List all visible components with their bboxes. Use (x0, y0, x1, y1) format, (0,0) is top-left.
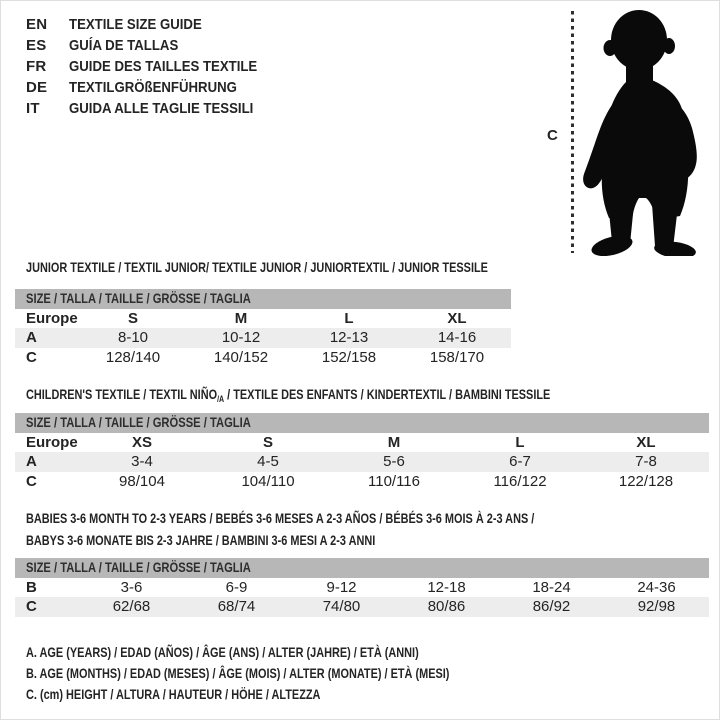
value-cell: 74/80 (322, 598, 361, 615)
size-cell: M (387, 433, 401, 451)
lang-title: TEXTILGRÖßENFÜHRUNG (69, 79, 237, 96)
lang-code: IT (26, 100, 40, 117)
value-cell: 24-36 (637, 578, 676, 596)
value-cell: 152/158 (321, 348, 377, 366)
value-cell: 140/152 (213, 348, 269, 366)
size-header-label: SIZE / TALLA / TAILLE / GRÖSSE / TAGLIA (26, 559, 251, 575)
babies-size-table (15, 558, 709, 617)
lang-title: TEXTILE SIZE GUIDE (69, 16, 202, 33)
row-label: Europe (26, 433, 78, 451)
lang-row-de (26, 77, 283, 98)
measure-legend (26, 642, 569, 705)
legend-text: B. AGE (MONTHS) / EDAD (MESES) / ÂGE (MOIS) / ALTER (MONATE) / ETÀ (MESI) (26, 665, 450, 681)
section-title-text (26, 383, 550, 410)
height-measure-label: C (547, 127, 558, 144)
size-cell: S (262, 433, 273, 451)
value-cell: 12-18 (427, 578, 466, 596)
size-cell: XL (636, 433, 656, 451)
size-header-label: SIZE / TALLA / TAILLE / GRÖSSE / TAGLIA (26, 290, 251, 306)
junior-size-table (15, 289, 511, 367)
value-cell: 128/140 (105, 348, 161, 366)
value-cell: 9-12 (326, 578, 357, 596)
row-label: A (26, 453, 37, 470)
value-cell: 14-16 (437, 329, 477, 346)
value-cell: 116/122 (493, 472, 547, 490)
value-cell: 12-13 (329, 329, 369, 346)
size-header-bar (15, 413, 709, 433)
lang-row-en (26, 14, 283, 35)
value-cell: 6-9 (225, 578, 248, 596)
toddler-silhouette (576, 6, 711, 256)
value-cell: 6-7 (509, 453, 531, 470)
title-subscript: /A (217, 394, 225, 404)
section-title-text: JUNIOR TEXTILE / TEXTIL JUNIOR/ TEXTILE JUNIOR / JUNIORTEXTIL / JUNIOR TESSILE (26, 259, 488, 275)
lang-code: EN (26, 16, 48, 33)
size-cell: L (515, 433, 525, 451)
value-cell: 7-8 (635, 453, 657, 470)
value-cell: 62/68 (112, 598, 151, 615)
lang-title: GUIDA ALLE TAGLIE TESSILI (69, 100, 254, 117)
section-title-children (26, 383, 698, 410)
size-cell: M (234, 309, 248, 327)
section-title-line2: BABYS 3-6 MONATE BIS 2-3 JAHRE / BAMBINI 3-6 MESI A 2-3 ANNI (26, 532, 376, 548)
legend-text: C. (cm) HEIGHT / ALTURA / HAUTEUR / HÖHE / ALTEZZA (26, 686, 321, 702)
size-cell: L (344, 309, 354, 327)
value-cell: 3-4 (131, 453, 153, 470)
value-cell: 18-24 (532, 578, 571, 596)
table-row-age (15, 328, 511, 348)
children-size-table (15, 413, 709, 491)
legend-line-a (26, 642, 569, 663)
language-title-list (26, 14, 283, 119)
value-cell: 92/98 (637, 598, 676, 615)
value-cell: 5-6 (383, 453, 405, 470)
legend-line-b (26, 663, 569, 684)
table-row-height (15, 472, 709, 492)
row-label: C (26, 472, 37, 490)
section-title-babies (26, 507, 678, 551)
row-label: A (26, 329, 37, 346)
lang-code: FR (26, 58, 47, 75)
size-header-bar (15, 558, 709, 578)
size-header-bar (15, 289, 511, 309)
value-cell: 158/170 (429, 348, 485, 366)
title-post: / TEXTILE DES ENFANTS / KINDERTEXTIL / BAMBINI TESSILE (224, 386, 551, 402)
size-cell: XL (447, 309, 467, 327)
legend-text: A. AGE (YEARS) / EDAD (AÑOS) / ÂGE (ANS) / ALTER (JAHRE) / ETÀ (ANNI) (26, 644, 419, 660)
table-row-europe (15, 309, 511, 329)
lang-code: DE (26, 79, 48, 96)
section-title-junior (26, 256, 618, 278)
value-cell: 8-10 (117, 329, 149, 346)
value-cell: 110/116 (368, 472, 420, 490)
table-row-height (15, 348, 511, 368)
lang-title: GUIDE DES TAILLES TEXTILE (69, 58, 258, 75)
table-row-months (15, 578, 709, 598)
lang-row-fr (26, 56, 283, 77)
value-cell: 10-12 (221, 329, 261, 346)
lang-title: GUÍA DE TALLAS (69, 37, 179, 54)
size-cell: XS (131, 433, 152, 451)
row-label: C (26, 348, 37, 366)
lang-code: ES (26, 37, 47, 54)
value-cell: 3-6 (120, 578, 143, 596)
table-row-height (15, 597, 709, 617)
row-label: Europe (26, 309, 78, 327)
lang-row-es (26, 35, 283, 56)
value-cell: 104/110 (241, 472, 295, 490)
height-measure-dotted-line (571, 11, 574, 253)
value-cell: 68/74 (217, 598, 256, 615)
table-row-europe (15, 433, 709, 453)
legend-line-c (26, 684, 569, 705)
row-label: C (26, 598, 37, 615)
value-cell: 80/86 (427, 598, 466, 615)
value-cell: 86/92 (532, 598, 571, 615)
row-label: B (26, 578, 37, 596)
lang-row-it (26, 98, 283, 119)
size-cell: S (127, 309, 138, 327)
title-pre: CHILDREN'S TEXTILE / TEXTIL NIÑO (26, 386, 218, 402)
table-row-age (15, 452, 709, 472)
value-cell: 98/104 (119, 472, 165, 490)
value-cell: 122/128 (618, 472, 674, 490)
section-title-line1: BABIES 3-6 MONTH TO 2-3 YEARS / BEBÉS 3-6 MESES A 2-3 AÑOS / BÉBÉS 3-6 MOIS À 2-3 ANS / (26, 510, 535, 526)
value-cell: 4-5 (257, 453, 279, 470)
size-header-label: SIZE / TALLA / TAILLE / GRÖSSE / TAGLIA (26, 414, 251, 430)
